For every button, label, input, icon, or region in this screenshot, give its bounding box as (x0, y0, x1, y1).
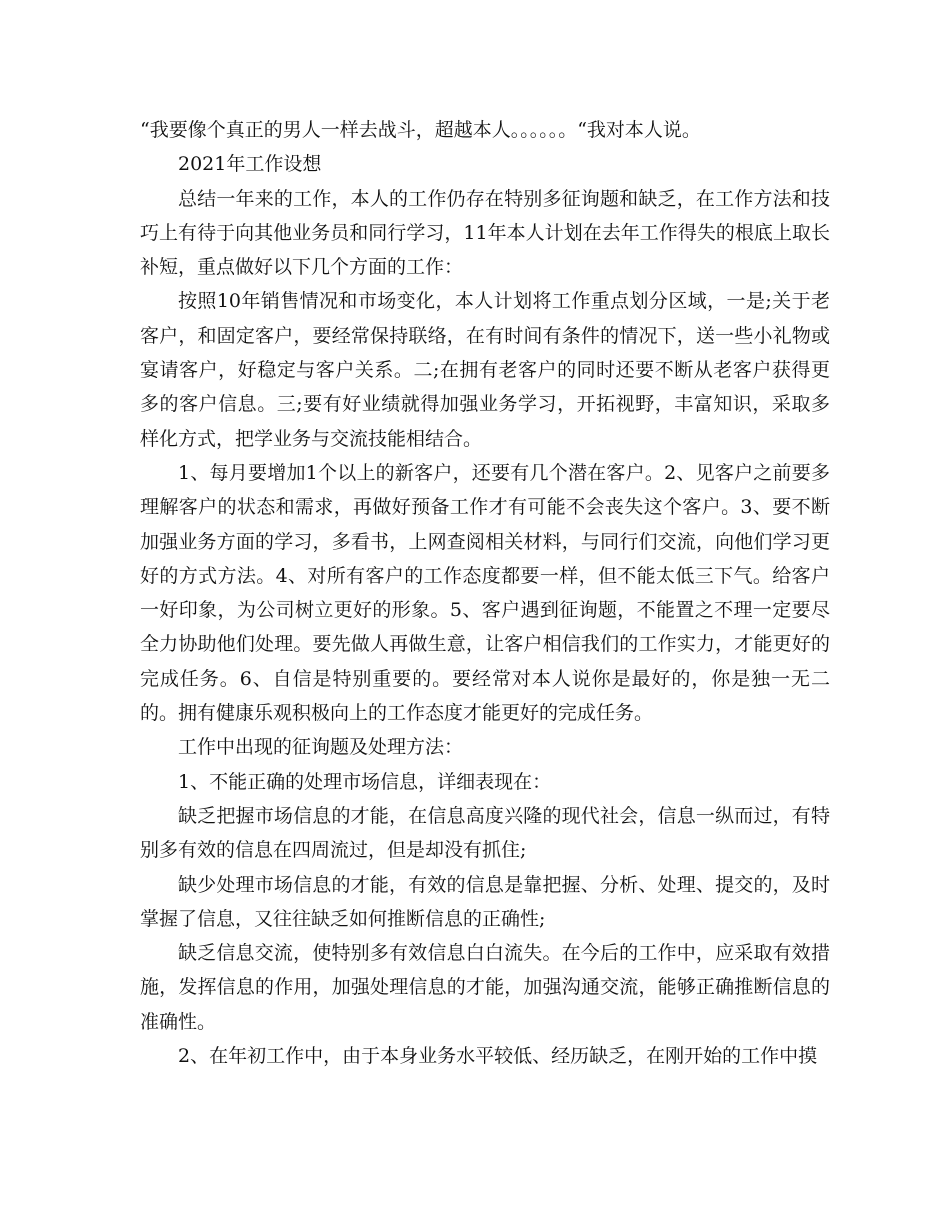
paragraph-plan: 按照10年销售情况和市场变化，本人计划将工作重点划分区域，一是;关于老客户，和固定客户，要经常保持联络，在有时间有条件的情况下，送一些小礼物或宴请客户，好稳定与客户关系。二;在拥有老客户的同时还要不断从老客户获得更多的客户信息。三;要有好业绩就得加强业务学习，开拓视野，丰富知识，采取多样化方式，把学业务与交流技能相结合。 (140, 290, 830, 450)
paragraph-info-exchange: 缺乏信息交流，使特别多有效信息白白流失。在今后的工作中，应采取有效措施，发挥信息的作用，加强处理信息的才能，加强沟通交流，能够正确推断信息的准确性。 (140, 942, 830, 1033)
paragraph-info-process: 缺少处理市场信息的才能，有效的信息是靠把握、分析、处理、提交的，及时掌握了信息，又往往缺乏如何推断信息的正确性; (140, 873, 830, 930)
section-heading: 2021年工作设想 (178, 153, 322, 176)
paragraph-goals: 1、每月要增加1个以上的新客户，还要有几个潜在客户。2、见客户之前要多理解客户的状态和需求，再做好预备工作才有可能不会丧失这个客户。3、要不断加强业务方面的学习，多看书，上网查阅相关材料，与同行们交流，向他们学习更好的方式方法。4、对所有客户的工作态度都要一样，但不能太低三下气。给客户一好印象，为公司树立更好的形象。5、客户遇到征询题，不能置之不理一定要尽全力协助他们处理。要先做人再做生意，让客户相信我们的工作实力，才能更好的完成任务。6、自信是特别重要的。要经常对本人说你是最好的，你是独一无二的。拥有健康乐观积极向上的工作态度才能更好的完成任务。 (140, 461, 830, 725)
subheading-problems: 工作中出现的征询题及处理方法： (178, 736, 464, 759)
list-item-problem-1: 1、不能正确的处理市场信息，详细表现在： (178, 770, 552, 793)
paragraph-info-grasp: 缺乏把握市场信息的才能，在信息高度兴隆的现代社会，信息一纵而过，有特别多有效的信息在四周流过，但是却没有抓住; (140, 804, 830, 862)
paragraph-summary: 总结一年来的工作，本人的工作仍存在特别多征询题和缺乏，在工作方法和技巧上有待于向其他业务员和同行学习，11年本人计划在去年工作得失的根底上取长补短，重点做好以下几个方面的工作： (140, 187, 830, 279)
document-body (140, 113, 830, 1073)
list-item-problem-2: 2、在年初工作中，由于本身业务水平较低、经历缺乏，在刚开始的工作中摸 (178, 1045, 818, 1068)
paragraph-quote: “我要像个真正的男人一样去战斗，超越本人。。。。。。“我对本人说。 (140, 119, 701, 141)
